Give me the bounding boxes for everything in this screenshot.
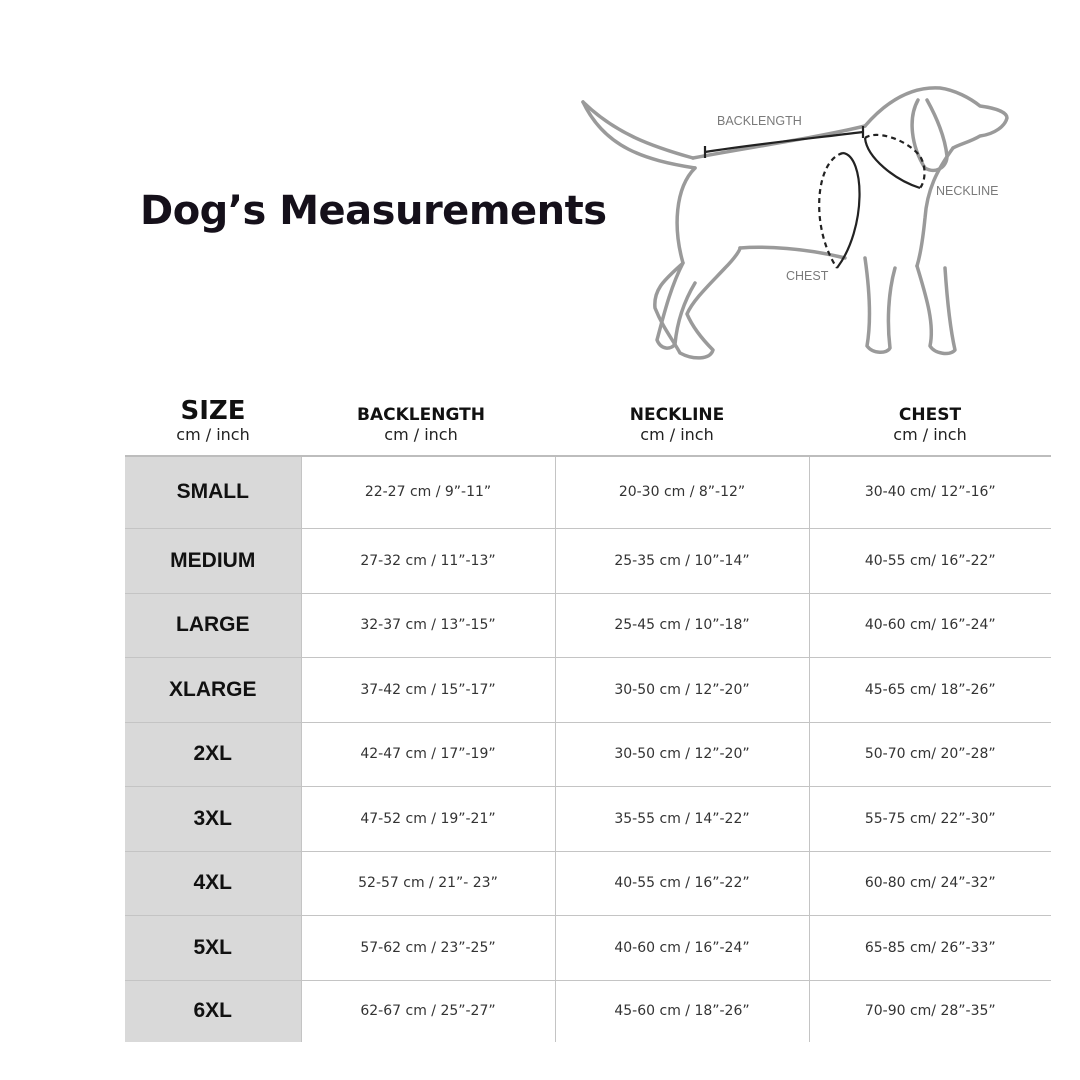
backlength-label: BACKLENGTH — [717, 114, 802, 128]
table-row — [125, 593, 1051, 657]
chest-measure-icon — [819, 153, 859, 268]
table-row — [125, 786, 1051, 851]
dog-outline-icon — [583, 88, 1007, 358]
table-row — [125, 915, 1051, 980]
table-row — [125, 657, 1051, 722]
chest-cell: 30-40 cm/ 12”-16” — [809, 457, 1051, 528]
chest-cell: 45-65 cm/ 18”-26” — [809, 657, 1051, 722]
size-cell: 3XL — [125, 786, 301, 851]
header-backlength — [301, 404, 541, 444]
chest-cell: 40-55 cm/ 16”-22” — [809, 528, 1051, 593]
chest-cell: 65-85 cm/ 26”-33” — [809, 915, 1051, 980]
backlength-cell: 52-57 cm / 21”- 23” — [301, 851, 555, 915]
header-neckline-label: NECKLINE — [629, 405, 725, 425]
size-cell: LARGE — [125, 593, 301, 657]
chest-cell: 40-60 cm/ 16”-24” — [809, 593, 1051, 657]
backlength-cell: 42-47 cm / 17”-19” — [301, 722, 555, 786]
table-row — [125, 457, 1051, 528]
size-cell: SMALL — [125, 457, 301, 528]
table-row — [125, 528, 1051, 593]
chest-cell: 70-90 cm/ 28”-35” — [809, 980, 1051, 1042]
neckline-cell: 25-35 cm / 10”-14” — [555, 528, 809, 593]
size-cell: MEDIUM — [125, 528, 301, 593]
chest-cell: 55-75 cm/ 22”-30” — [809, 786, 1051, 851]
backlength-cell: 22-27 cm / 9”-11” — [301, 457, 555, 528]
header-chest-label: CHEST — [898, 405, 962, 425]
header-chest-unit: cm / inch — [893, 425, 967, 444]
dog-measurement-diagram — [575, 78, 1025, 370]
backlength-cell: 57-62 cm / 23”-25” — [301, 915, 555, 980]
chest-cell: 60-80 cm/ 24”-32” — [809, 851, 1051, 915]
neckline-label: NECKLINE — [936, 184, 999, 198]
header-size-label: SIZE — [180, 396, 246, 426]
chest-cell: 50-70 cm/ 20”-28” — [809, 722, 1051, 786]
header-chest — [809, 404, 1051, 444]
header-neckline-unit: cm / inch — [640, 425, 714, 444]
table-row — [125, 980, 1051, 1042]
neckline-cell: 25-45 cm / 10”-18” — [555, 593, 809, 657]
size-chart-table — [125, 457, 1051, 1042]
chest-label: CHEST — [786, 269, 829, 283]
size-cell: XLARGE — [125, 657, 301, 722]
backlength-cell: 62-67 cm / 25”-27” — [301, 980, 555, 1042]
table-row — [125, 722, 1051, 786]
size-cell: 5XL — [125, 915, 301, 980]
backlength-cell: 47-52 cm / 19”-21” — [301, 786, 555, 851]
backlength-cell: 37-42 cm / 15”-17” — [301, 657, 555, 722]
header-neckline — [555, 404, 799, 444]
neckline-cell: 20-30 cm / 8”-12” — [555, 457, 809, 528]
table-row — [125, 851, 1051, 915]
neckline-cell: 30-50 cm / 12”-20” — [555, 657, 809, 722]
neckline-cell: 40-60 cm / 16”-24” — [555, 915, 809, 980]
page-title: Dog’s Measurements — [140, 188, 607, 234]
size-cell: 2XL — [125, 722, 301, 786]
neckline-cell: 40-55 cm / 16”-22” — [555, 851, 809, 915]
size-cell: 4XL — [125, 851, 301, 915]
header-size — [125, 396, 301, 444]
neckline-cell: 30-50 cm / 12”-20” — [555, 722, 809, 786]
header-backlength-unit: cm / inch — [384, 425, 458, 444]
header-size-unit: cm / inch — [176, 425, 250, 444]
neckline-cell: 35-55 cm / 14”-22” — [555, 786, 809, 851]
size-cell: 6XL — [125, 980, 301, 1042]
neckline-cell: 45-60 cm / 18”-26” — [555, 980, 809, 1042]
header-backlength-label: BACKLENGTH — [357, 405, 485, 425]
backlength-cell: 32-37 cm / 13”-15” — [301, 593, 555, 657]
backlength-cell: 27-32 cm / 11”-13” — [301, 528, 555, 593]
table-header — [125, 390, 1051, 456]
